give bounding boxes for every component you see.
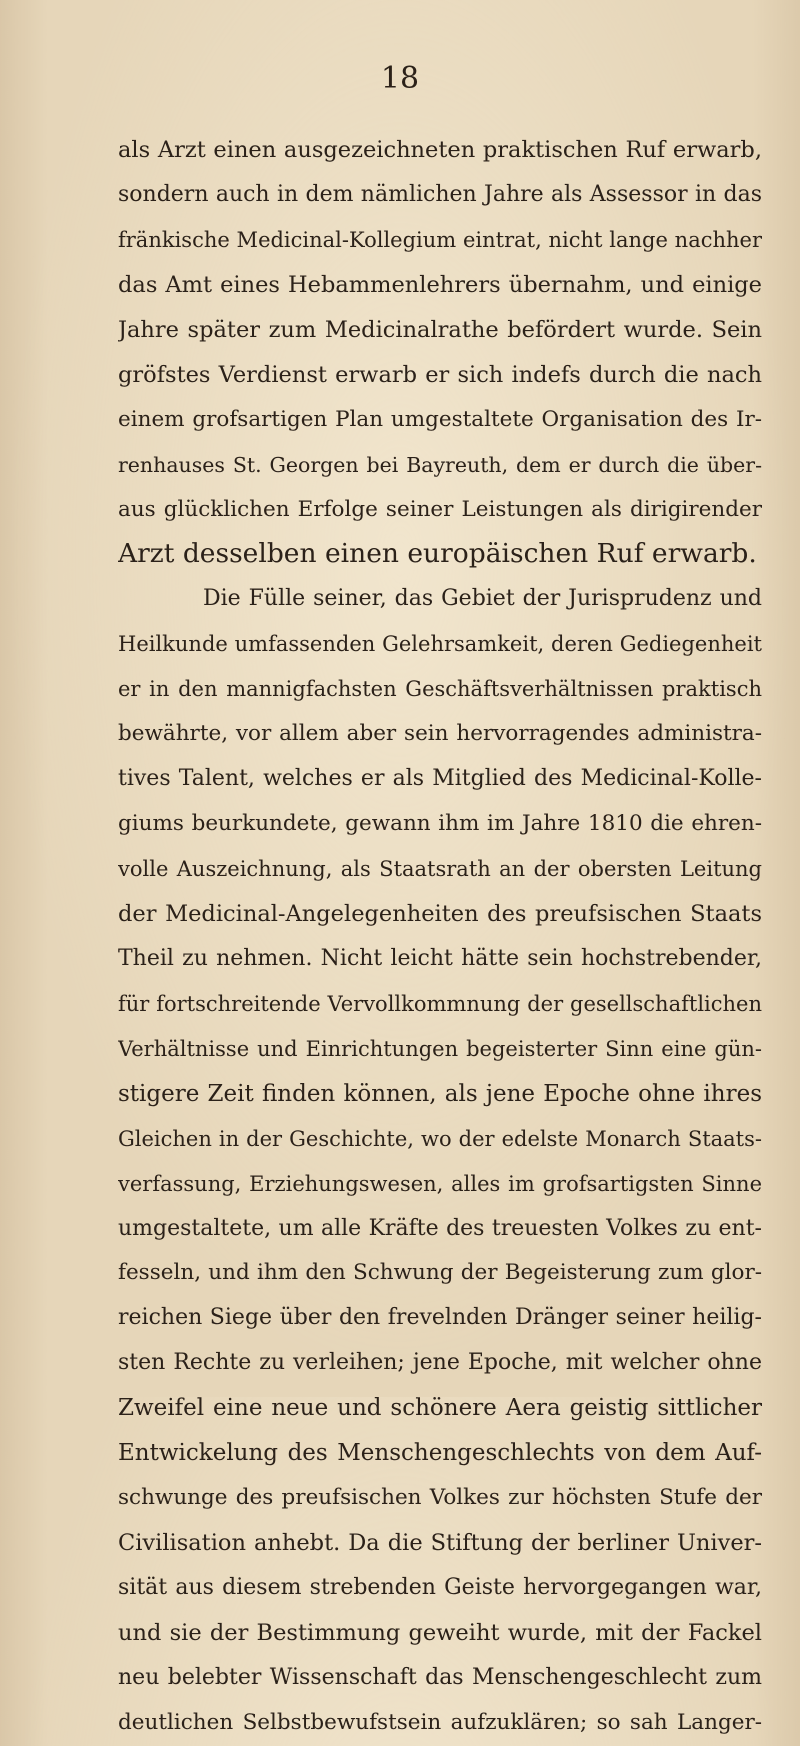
text-line: umgestaltete, um alle Kräfte des treuesten Volkes zu ent- [118, 1215, 762, 1241]
text-line: und sie der Bestimmung geweiht wurde, mit der Fackel [118, 1619, 762, 1646]
text-line: giums beurkundete, gewann ihm im Jahre 1810 die ehren- [118, 811, 762, 837]
text-line: aus glücklichen Erfolge seiner Leistungen als dirigirender [118, 496, 762, 522]
text-line: als Arzt einen ausgezeichneten praktischen Ruf erwarb, [118, 137, 762, 163]
text-line: Zweifel eine neue und schönere Aera geistig sittlicher [118, 1395, 762, 1422]
text-line: das Amt eines Hebammenlehrers übernahm, und einige [118, 271, 762, 298]
text-line: neu belebter Wissenschaft das Menschengeschlecht zum [118, 1664, 762, 1690]
body-text [118, 128, 762, 1746]
text-line: renhauses St. Georgen bei Bayreuth, dem er durch die über- [118, 452, 762, 477]
text-line: schwunge des preufsischen Volkes zur höchsten Stufe der [118, 1485, 762, 1511]
text-line: stigere Zeit finden können, als jene Epoche ohne ihres [118, 1080, 762, 1107]
text-line: volle Auszeichnung, als Staatsrath an der obersten Leitung [118, 857, 762, 881]
text-line: sondern auch in dem nämlichen Jahre als Assessor in das [118, 181, 762, 207]
text-line: für fortschreitende Vervollkommnung der gesellschaftlichen [118, 991, 762, 1016]
text-line: sität aus diesem strebenden Geiste hervorgegangen war, [118, 1575, 762, 1600]
text-line: Entwickelung des Menschengeschlechts von dem Auf- [118, 1440, 762, 1467]
text-line: bewährte, vor allem aber sein hervorragendes administra- [118, 721, 762, 747]
text-line: gröfstes Verdienst erwarb er sich indefs durch die nach [118, 361, 762, 388]
paragraph-start-line: Die Fülle seiner, das Gebiet der Jurisprudenz und [203, 586, 762, 612]
text-line: tives Talent, welches er als Mitglied des Medicinal-Kolle- [118, 766, 762, 792]
text-line: Arzt desselben einen europäischen Ruf erwarb. [118, 538, 757, 570]
text-line: fränkische Medicinal-Kollegium eintrat, nicht lange nachher [118, 227, 762, 252]
text-line: der Medicinal-Angelegenheiten des preufsischen Staats [118, 900, 762, 927]
text-line: fesseln, und ihm den Schwung der Begeisterung zum glor- [118, 1260, 762, 1286]
text-line: reichen Siege über den frevelnden Dränger seiner heilig- [118, 1305, 762, 1331]
page-number: 18 [380, 61, 420, 96]
text-line: Civilisation anhebt. Da die Stiftung der berliner Univer- [118, 1530, 762, 1557]
text-line: Theil zu nehmen. Nicht leicht hätte sein hochstrebender, [118, 945, 762, 971]
text-line: einem grofsartigen Plan umgestaltete Organisation des Ir- [118, 406, 762, 432]
text-line: verfassung, Erziehungswesen, alles im grofsartigsten Sinne [118, 1171, 762, 1196]
text-line: er in den mannigfachsten Geschäftsverhältnissen praktisch [118, 677, 762, 702]
text-line: Heilkunde umfassenden Gelehrsamkeit, deren Gediegenheit [118, 632, 762, 657]
text-line: Jahre später zum Medicinalrathe befördert wurde. Sein [118, 316, 762, 343]
text-line: Verhältnisse und Einrichtungen begeisterter Sinn eine gün- [118, 1036, 762, 1061]
text-line: sten Rechte zu verleihen; jene Epoche, mit welcher ohne [118, 1350, 762, 1376]
text-line: Gleichen in der Geschichte, wo der edelste Monarch Staats- [118, 1126, 762, 1151]
text-line: deutlichen Selbstbewufstsein aufzuklären; so sah Langer- [118, 1709, 762, 1735]
